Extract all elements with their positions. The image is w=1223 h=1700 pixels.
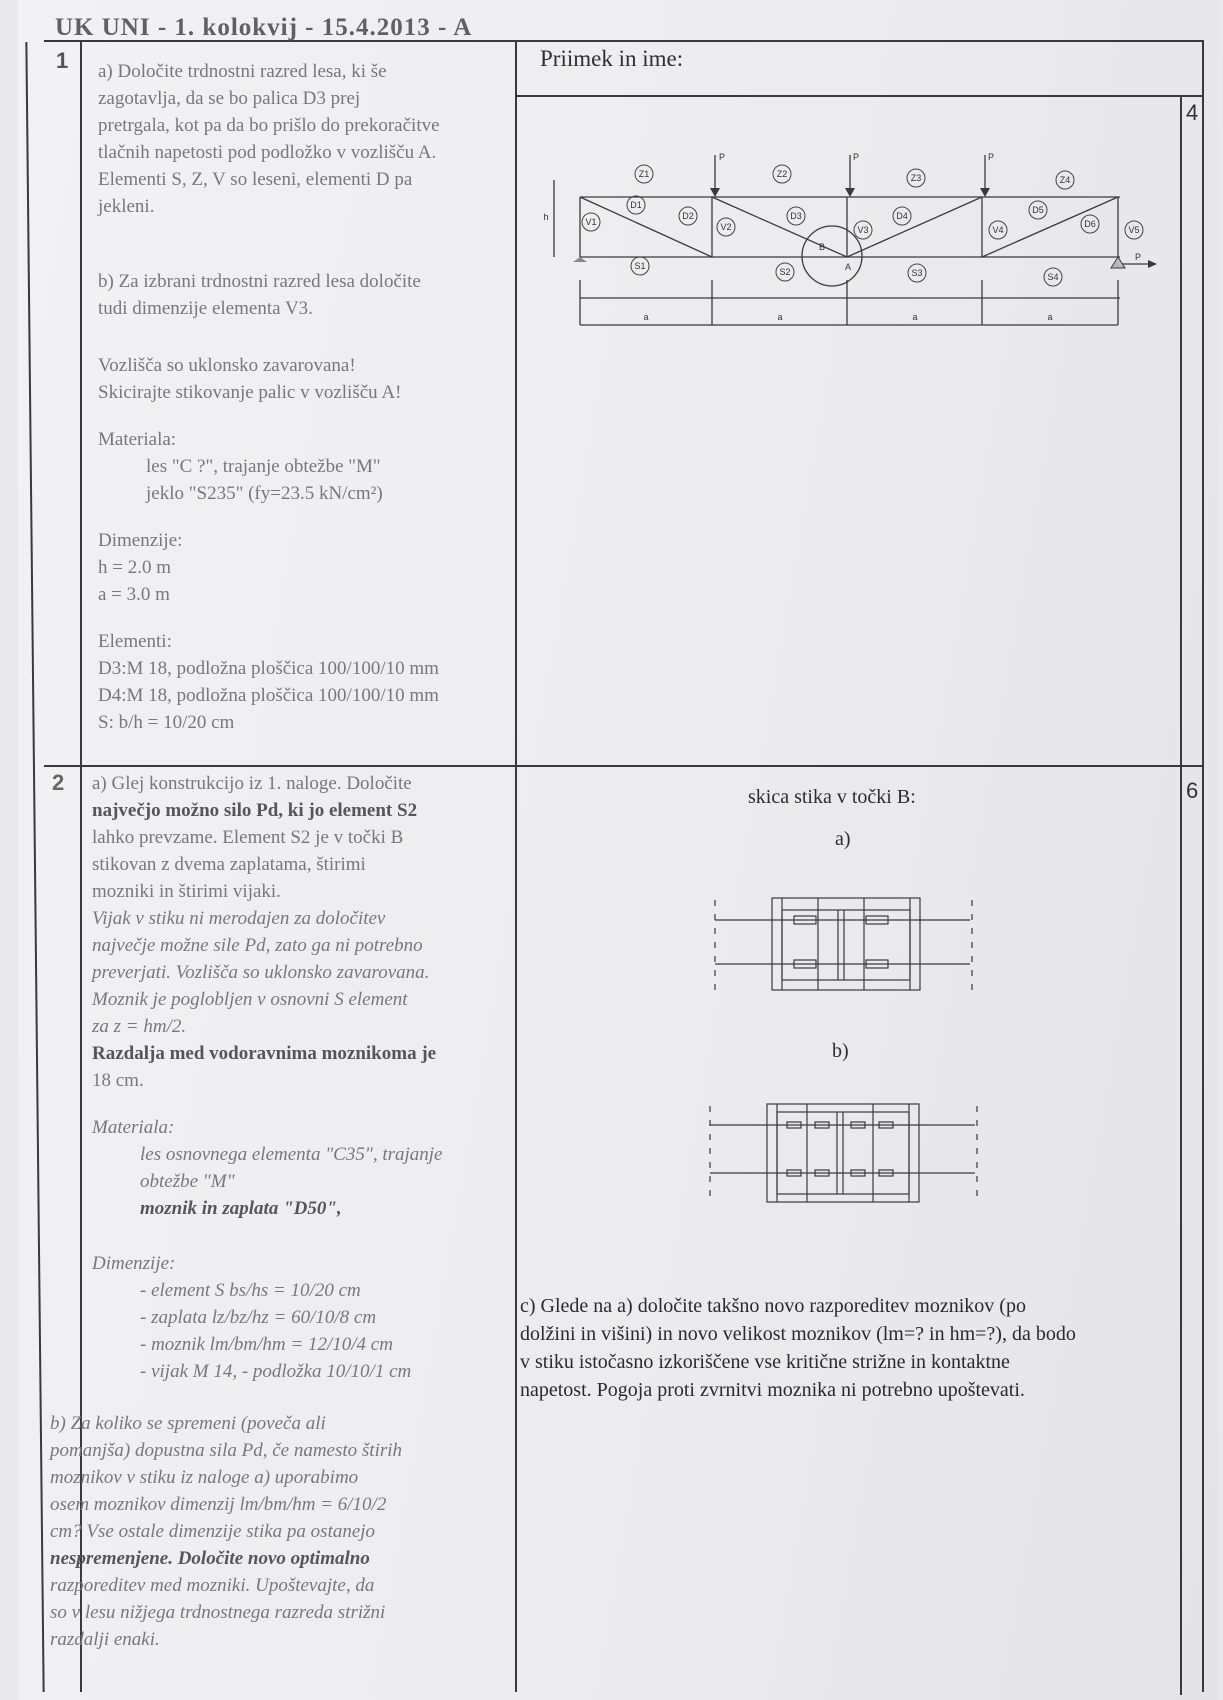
task1-points: 4	[1186, 100, 1199, 125]
truss-diagram	[540, 140, 1160, 340]
task2-b-line: pomanjša) dopustna sila Pd, če namesto štirih	[50, 1440, 403, 1461]
load-label: P	[718, 152, 726, 162]
task1-a-line: pretrgala, kot pa da bo prišlo do prekoračitve	[98, 115, 440, 136]
span-label: a	[912, 312, 918, 322]
label-z2: Z2	[776, 169, 788, 179]
span-label: a	[1047, 312, 1053, 322]
task1-a-line: tlačnih napetosti pod podložko v vozlišču A.	[98, 142, 437, 163]
label-d4: D4	[896, 211, 908, 221]
span-label: a	[643, 312, 649, 322]
task2-b-line: osem moznikov dimenzij lm/bm/hm = 6/10/2	[50, 1494, 387, 1515]
task2-a-italic-line: za z = hm/2.	[92, 1016, 187, 1037]
task1-number: 1	[56, 48, 69, 73]
task2-b-line: b) Za koliko se spremeni (poveča ali	[50, 1413, 326, 1434]
task2-text	[92, 770, 512, 1385]
task2-b-line: moznikov v stiku iz naloge a) uporabimo	[50, 1467, 359, 1488]
label-d6: D6	[1084, 219, 1096, 229]
task1-a-line: zagotavlja, da se bo palica D3 prej	[98, 88, 361, 109]
sketch-a-label: a)	[835, 828, 851, 850]
sketch-b-label: b)	[832, 1040, 849, 1062]
label-s2: S2	[779, 267, 791, 277]
task2-dimensions-heading: Dimenzije:	[92, 1253, 176, 1274]
task2-a-line: stikovan z dvema zaplatama, štirimi	[92, 854, 366, 875]
task1-a-line: Elementi S, Z, V so leseni, elementi D pa	[98, 169, 413, 190]
task1-materials-heading: Materiala:	[98, 429, 177, 450]
task2-dimension: - moznik lm/bm/hm = 12/10/4 cm	[140, 1334, 393, 1355]
task1-element: S: b/h = 10/20 cm	[98, 712, 235, 733]
task1-material: les "C ?", trajanje obtežbe "M"	[146, 456, 381, 477]
task2-dimension: - zaplata lz/bz/hz = 60/10/8 cm	[140, 1307, 377, 1328]
label-s1: S1	[634, 261, 646, 271]
load-label: P	[987, 152, 995, 162]
task2-a-line: lahko prevzame. Element S2 je v točki B	[92, 827, 404, 848]
col-divider-2	[515, 42, 517, 1692]
task2-a-italic-line: preverjati. Vozlišča so uklonsko zavarovana.	[92, 962, 430, 983]
task2-dimension: - element S bs/hs = 10/20 cm	[140, 1280, 361, 1301]
label-z1: Z1	[638, 169, 650, 179]
task2-a-line: a) Glej konstrukcijo iz 1. naloge. Določite	[92, 773, 412, 794]
truss-chord-labels	[635, 165, 1074, 189]
task1-element: D3:M 18, podložna ploščica 100/100/10 mm	[98, 658, 439, 679]
label-d2: D2	[682, 211, 694, 221]
task2-a-bold-line: Razdalja med vodoravnima moznikoma je	[92, 1043, 437, 1064]
task2-c-line: v stiku istočasno izkoriščene vse kritične strižne in kontaktne	[520, 1351, 1010, 1373]
task2-materials-heading: Materiala:	[92, 1117, 175, 1138]
task2-a-italic-line: največje možne sile Pd, zato ga ni potrebno	[92, 935, 423, 956]
task1-text	[98, 58, 513, 736]
task1-dimension: a = 3.0 m	[98, 584, 170, 605]
task2-points: 6	[1186, 778, 1199, 803]
node-b-label: B	[818, 242, 826, 252]
sketch-title: skica stika v točki B:	[748, 786, 916, 808]
label-v1: V1	[585, 217, 597, 227]
task2-b-line: so v lesu nižjega trdnostnega razreda strižni	[50, 1602, 386, 1623]
label-s3: S3	[911, 268, 923, 278]
task2-part-c	[520, 1292, 1180, 1404]
task1-elements-heading: Elementi:	[98, 631, 172, 652]
load-label: P	[1134, 252, 1142, 262]
label-s4: S4	[1047, 272, 1059, 282]
task2-material-bold: moznik in zaplata "D50",	[140, 1198, 342, 1219]
task2-part-b	[50, 1410, 512, 1653]
task1-dimension: h = 2.0 m	[98, 557, 171, 578]
task1-dimensions-heading: Dimenzije:	[98, 530, 183, 551]
task2-a-italic-line: Vijak v stiku ni merodajen za določitev	[92, 908, 386, 929]
task2-number: 2	[52, 770, 65, 795]
label-d1: D1	[630, 200, 642, 210]
task1-b-line: tudi dimenzije elementa V3.	[98, 298, 313, 319]
joint-sketch-a	[710, 890, 980, 1000]
points-divider	[1180, 95, 1182, 1695]
task1-b-line: b) Za izbrani trdnostni razred lesa določite	[98, 271, 421, 292]
label-z3: Z3	[910, 173, 922, 183]
task2-b-line: cm? Vse ostale dimenzije stika pa ostanejo	[50, 1521, 376, 1542]
task1-material: jeklo "S235" (fy=23.5 kN/cm²)	[146, 483, 383, 504]
task2-c-line: napetost. Pogoja proti zvrnitvi moznika ni potrebno upoštevati.	[520, 1379, 1025, 1401]
label-z4: Z4	[1059, 175, 1071, 185]
task2-a-line: največjo možno silo Pd, ki jo element S2	[92, 800, 418, 821]
task1-a-line: jekleni.	[98, 196, 155, 217]
label-v2: V2	[720, 222, 732, 232]
page-title: UK UNI - 1. kolokvij - 15.4.2013 - A	[55, 14, 473, 41]
joint-sketch-b	[705, 1100, 985, 1210]
task2-b-line: nespremenjene. Določite novo optimalno	[50, 1548, 370, 1569]
task2-material: les osnovnega elementa "C35", trajanje	[140, 1144, 443, 1165]
task2-dimension: - vijak M 14, - podložka 10/10/1 cm	[140, 1361, 412, 1382]
header-underline	[515, 95, 1203, 97]
task-separator	[44, 765, 1204, 767]
label-d5: D5	[1032, 205, 1044, 215]
node-a-label: A	[844, 262, 852, 272]
task2-a-bold-line: 18 cm.	[92, 1070, 144, 1091]
task1-note-line: Vozlišča so uklonsko zavarovana!	[98, 355, 356, 376]
task2-a-italic-line: Moznik je poglobljen v osnovni S element	[92, 989, 408, 1010]
span-label: a	[777, 312, 783, 322]
task2-c-line: c) Glede na a) določite takšno novo razporeditev moznikov (po	[520, 1295, 1026, 1317]
name-field-label: Priimek in ime:	[540, 46, 684, 71]
task2-b-line: razdalji enaki.	[50, 1629, 160, 1650]
frame-right	[1202, 42, 1204, 1692]
label-v3: V3	[857, 225, 869, 235]
label-d3: D3	[790, 211, 802, 221]
label-v4: V4	[992, 225, 1004, 235]
task2-material: obtežbe "M"	[140, 1171, 235, 1192]
task2-c-line: dolžini in višini) in novo velikost moznikov (lm=? in hm=?), da bodo	[520, 1323, 1076, 1345]
load-label: P	[852, 152, 860, 162]
height-label: h	[543, 212, 549, 222]
task1-a-line: a) Določite trdnostni razred lesa, ki še	[98, 61, 387, 82]
task1-element: D4:M 18, podložna ploščica 100/100/10 mm	[98, 685, 439, 706]
task2-a-line: mozniki in štirimi vijaki.	[92, 881, 281, 902]
task1-note-line: Skicirajte stikovanje palic v vozlišču A!	[98, 382, 402, 403]
task2-b-line: razporeditev med mozniki. Upoštevajte, da	[50, 1575, 375, 1596]
label-v5: V5	[1128, 225, 1140, 235]
